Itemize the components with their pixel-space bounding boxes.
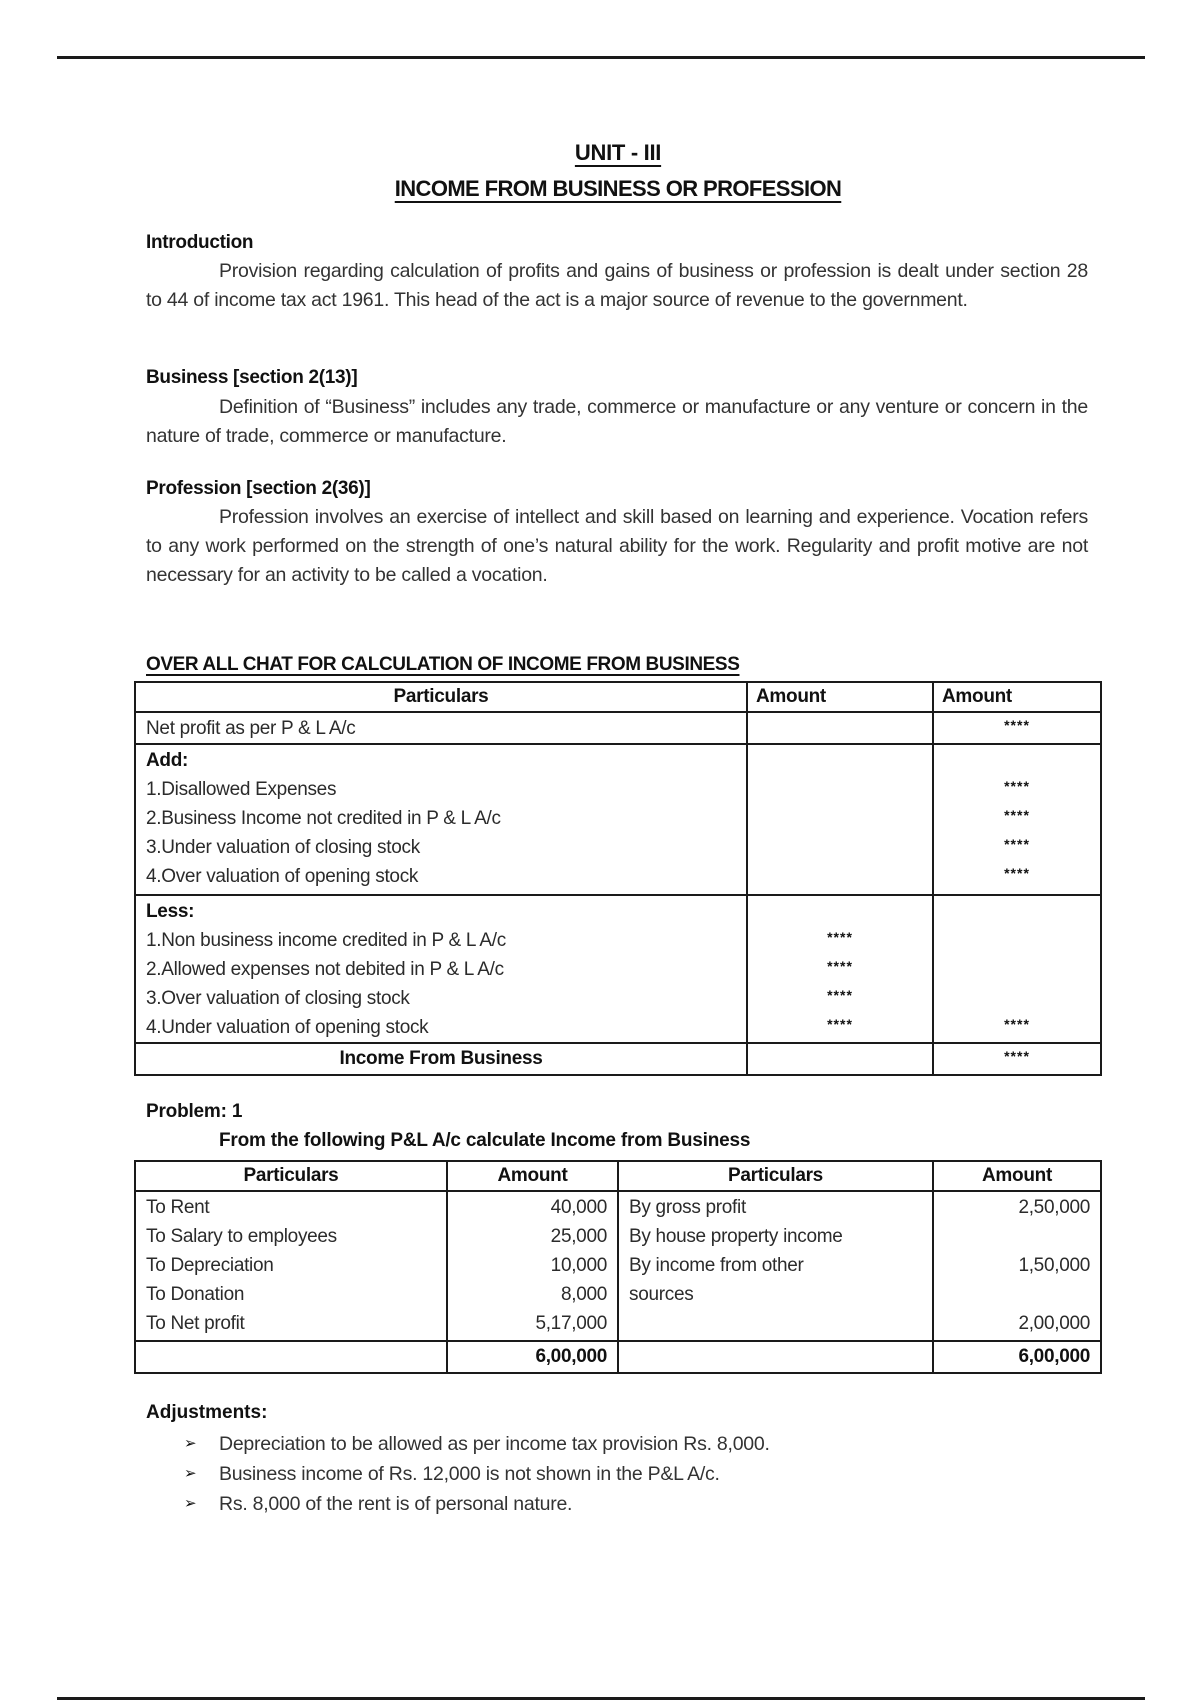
less-item-amount-2 bbox=[944, 955, 1090, 984]
column-header-credit-amount: Amount bbox=[933, 1161, 1101, 1191]
arrow-bullet-icon: ➢ bbox=[184, 1435, 197, 1452]
list-item: 4.Under valuation of opening stock bbox=[146, 1017, 429, 1038]
debit-amount: 8,000 bbox=[560, 1284, 607, 1305]
adjustment-text: Depreciation to be allowed as per income tax provision Rs. 8,000. bbox=[219, 1433, 770, 1455]
column-header-debit-particulars: Particulars bbox=[135, 1161, 447, 1191]
total-amount-1 bbox=[758, 1045, 922, 1074]
debit-total: 6,00,000 bbox=[447, 1341, 618, 1373]
list-item: 1.Disallowed Expenses bbox=[146, 779, 337, 800]
column-header-debit-amount: Amount bbox=[447, 1161, 618, 1191]
table-header-row bbox=[135, 682, 1101, 712]
less-item-amount-2 bbox=[944, 926, 1090, 955]
adjustment-text: Rs. 8,000 of the rent is of personal nature. bbox=[219, 1493, 573, 1515]
list-item: 4.Over valuation of opening stock bbox=[146, 866, 419, 887]
total-amount-2: **** bbox=[1004, 1048, 1030, 1064]
credit-total: 6,00,000 bbox=[933, 1341, 1101, 1373]
income-from-business-label: Income From Business bbox=[135, 1043, 747, 1075]
problem-subtitle: From the following P&L A/c calculate Income from Business bbox=[219, 1130, 751, 1151]
add-item-amount-2: **** bbox=[1004, 807, 1030, 823]
net-profit-row bbox=[135, 712, 1101, 744]
debit-amount: 5,17,000 bbox=[535, 1313, 607, 1334]
problem-title: Problem: 1 bbox=[146, 1101, 243, 1122]
less-item-amount-1: **** bbox=[827, 958, 853, 974]
pl-account-table bbox=[134, 1160, 1102, 1374]
credit-total-label-cell bbox=[618, 1341, 933, 1373]
add-item-amount-1 bbox=[758, 862, 922, 891]
column-header-credit-particulars: Particulars bbox=[618, 1161, 933, 1191]
debit-item: To Salary to employees bbox=[146, 1226, 337, 1247]
adjustments-title: Adjustments: bbox=[146, 1402, 268, 1423]
credit-amount bbox=[944, 1280, 1090, 1309]
pl-body-row bbox=[135, 1191, 1101, 1341]
overall-chart-table bbox=[134, 681, 1102, 1076]
debit-item: To Depreciation bbox=[146, 1255, 274, 1276]
net-profit-amount-1 bbox=[758, 714, 922, 743]
unit-title: UNIT - III bbox=[574, 140, 662, 165]
list-item: 2.Business Income not credited in P & L A/c bbox=[146, 808, 501, 829]
less-item-amount-2: **** bbox=[1004, 1016, 1030, 1032]
adjustments-list bbox=[184, 1429, 770, 1519]
list-item: 1.Non business income credited in P & L A/c bbox=[146, 930, 506, 951]
credit-item: By gross profit bbox=[629, 1197, 746, 1218]
business-heading: Business [section 2(13)] bbox=[146, 367, 358, 388]
add-item-amount-1 bbox=[758, 804, 922, 833]
profession-text: Profession involves an exercise of intellect and skill based on learning and experience. Vocation refers to any work performed on the strength of one’s natural ability for the work. Regularity and profit motive are not necessary for an activity to be called a vocation. bbox=[146, 506, 1088, 586]
introduction-text: Provision regarding calculation of profits and gains of business or profession is dealt under section 28 to 44 of income tax act 1961. This head of the act is a major source of revenue to the government. bbox=[146, 260, 1088, 311]
adjustment-item bbox=[184, 1459, 770, 1489]
less-section-row bbox=[135, 895, 1101, 1043]
less-item-amount-2 bbox=[944, 984, 1090, 1013]
add-item-amount-2: **** bbox=[1004, 836, 1030, 852]
debit-amount: 10,000 bbox=[550, 1255, 607, 1276]
overall-chart-title: OVER ALL CHAT FOR CALCULATION OF INCOME FROM BUSINESS bbox=[146, 654, 740, 675]
less-item-amount-1: **** bbox=[827, 987, 853, 1003]
list-item: 2.Allowed expenses not debited in P & L A/c bbox=[146, 959, 504, 980]
debit-item: To Donation bbox=[146, 1284, 245, 1305]
add-item-amount-2: **** bbox=[1004, 865, 1030, 881]
credit-amount: 1,50,000 bbox=[1018, 1255, 1090, 1276]
arrow-bullet-icon: ➢ bbox=[184, 1465, 197, 1482]
page-title: INCOME FROM BUSINESS OR PROFESSION bbox=[394, 176, 842, 201]
add-item-amount-1 bbox=[758, 833, 922, 862]
less-label: Less: bbox=[146, 901, 195, 922]
adjustment-item bbox=[184, 1489, 770, 1519]
credit-item: sources bbox=[629, 1284, 694, 1305]
credit-item: By income from other bbox=[629, 1255, 804, 1276]
profession-heading: Profession [section 2(36)] bbox=[146, 478, 371, 499]
debit-amount: 40,000 bbox=[550, 1197, 607, 1218]
credit-item bbox=[629, 1309, 922, 1338]
less-item-amount-1: **** bbox=[827, 929, 853, 945]
credit-amount: 2,50,000 bbox=[1018, 1197, 1090, 1218]
add-item-amount-1 bbox=[758, 775, 922, 804]
debit-total-label-cell bbox=[135, 1341, 447, 1373]
column-header-amount-1: Amount bbox=[747, 682, 933, 712]
column-header-particulars: Particulars bbox=[135, 682, 747, 712]
add-label: Add: bbox=[146, 750, 189, 771]
credit-amount: 2,00,000 bbox=[1018, 1313, 1090, 1334]
list-item: 3.Under valuation of closing stock bbox=[146, 837, 420, 858]
debit-amount: 25,000 bbox=[550, 1226, 607, 1247]
credit-item: By house property income bbox=[629, 1226, 843, 1247]
business-text: Definition of “Business” includes any trade, commerce or manufacture or any venture or concern in the nature of trade, commerce or manufacture. bbox=[146, 396, 1088, 447]
arrow-bullet-icon: ➢ bbox=[184, 1495, 197, 1512]
column-header-amount-2: Amount bbox=[933, 682, 1101, 712]
list-item: 3.Over valuation of closing stock bbox=[146, 988, 410, 1009]
less-item-amount-1: **** bbox=[827, 1016, 853, 1032]
debit-item: To Net profit bbox=[146, 1313, 245, 1334]
add-item-amount-2: **** bbox=[1004, 778, 1030, 794]
total-row bbox=[135, 1043, 1101, 1075]
pl-total-row bbox=[135, 1341, 1101, 1373]
debit-item: To Rent bbox=[146, 1197, 210, 1218]
table-header-row bbox=[135, 1161, 1101, 1191]
add-section-row bbox=[135, 744, 1101, 895]
adjustment-item bbox=[184, 1429, 770, 1459]
credit-amount bbox=[944, 1222, 1090, 1251]
net-profit-amount-2: **** bbox=[1004, 717, 1030, 733]
adjustment-text: Business income of Rs. 12,000 is not shown in the P&L A/c. bbox=[219, 1463, 720, 1485]
net-profit-label: Net profit as per P & L A/c bbox=[146, 718, 356, 739]
top-page-rule bbox=[57, 56, 1145, 59]
introduction-heading: Introduction bbox=[146, 232, 254, 253]
